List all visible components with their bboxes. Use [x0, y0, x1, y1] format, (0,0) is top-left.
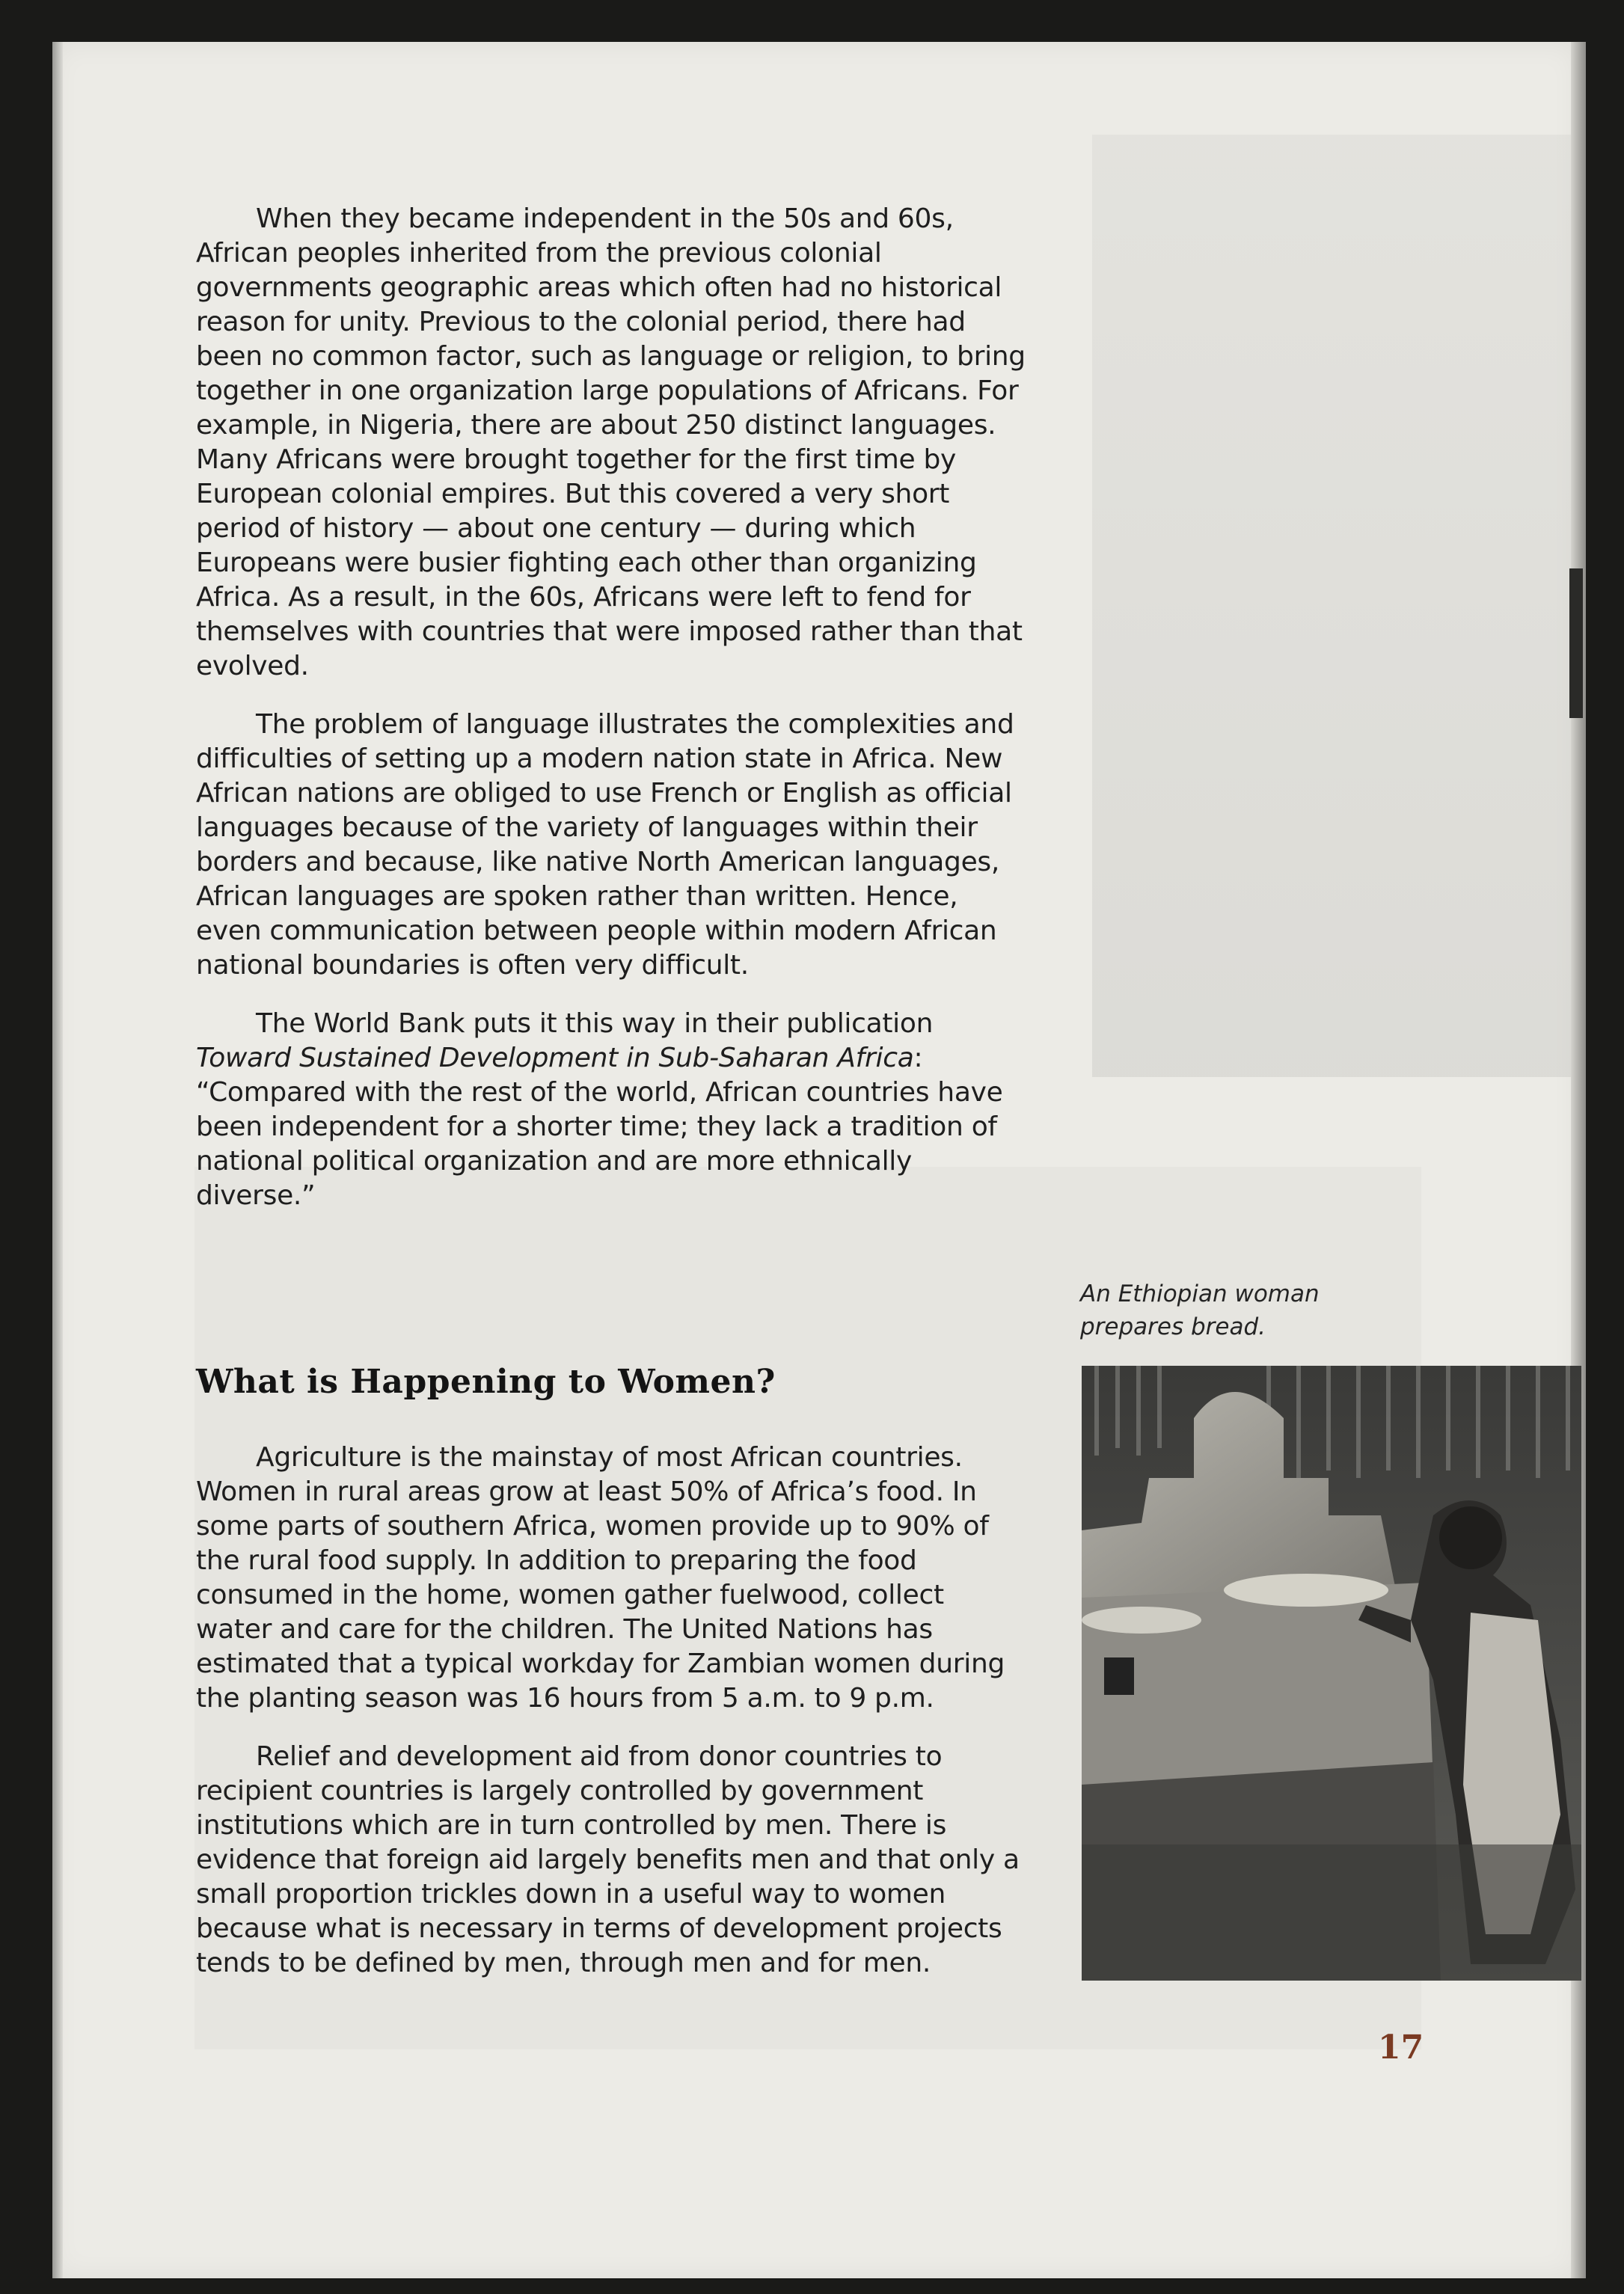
photo-illustration — [1082, 1366, 1581, 1981]
paragraph-independence: When they became independent in the 50s and 60s, African peoples inherited from the previous colonial governments geographic areas which often had no historical reason for unity. Previous to the colonial period, there had been no common factor, such as language or religion, to bring together in one organization large populations of Africans. For example, in Nigeria, there are about 250 distinct languages. Many Africans were brought together for the first time by European colonial empires. But this covered a very short period of history — about one century — during which Europeans were busier fighting each other than organizing Africa. As a result, in the 60s, Africans were left to fend for themselves with countries that were imposed rather than that evolved. — [196, 203, 1026, 681]
page-tab-mark — [1569, 568, 1583, 718]
show-through-image — [1092, 135, 1571, 1077]
photo-caption: An Ethiopian woman prepares bread. — [1080, 1281, 1320, 1340]
paragraph-world-bank — [196, 1007, 1026, 1213]
publication-title: Toward Sustained Development in Sub-Saharan Africa — [196, 1043, 914, 1073]
ethiopian-woman-photo — [1082, 1366, 1581, 1981]
page-left-edge — [52, 42, 63, 2278]
page-number: 17 — [1378, 2028, 1424, 2067]
body-text-top — [196, 202, 1026, 1237]
paragraph-agriculture: Agriculture is the mainstay of most African countries. Women in rural areas grow at least 50% of Africa’s food. In some parts of southern Africa, women provide up to 90% of the rural food supply. In addition to preparing the food consumed in the home, women gather fuelwood, collect water and care for the children. The United Nations has estimated that a typical workday for Zambian women during the planting season was 16 hours from 5 a.m. to 9 p.m. — [196, 1442, 1005, 1714]
paragraph-language: The problem of language illustrates the complexities and difficulties of setting up a modern nation state in Africa. New African nations are obliged to use French or English as official languages because of the variety of languages within their borders and because, like native North American languages, African languages are spoken rather than written. Hence, even communication between people within modern African national boundaries is often very difficult. — [196, 709, 1014, 981]
quote-lead: The World Bank puts it this way in their publication — [256, 1008, 934, 1039]
body-text-bottom — [196, 1441, 1026, 2005]
paragraph-aid: Relief and development aid from donor countries to recipient countries is largely controlled by government institutions which are in turn controlled by men. There is evidence that foreign aid largely benefits men and that only a small proportion trickles down in a useful way to women because what is necessary in terms of development projects tends to be defined by men, through men and for men. — [196, 1741, 1020, 1978]
section-heading: What is Happening to Women? — [196, 1363, 776, 1401]
quote-text: : “Compared with the rest of the world, African countries have been independent for a shorter time; they lack a tradition of national political organization and are more ethnically diverse.” — [196, 1043, 1003, 1211]
